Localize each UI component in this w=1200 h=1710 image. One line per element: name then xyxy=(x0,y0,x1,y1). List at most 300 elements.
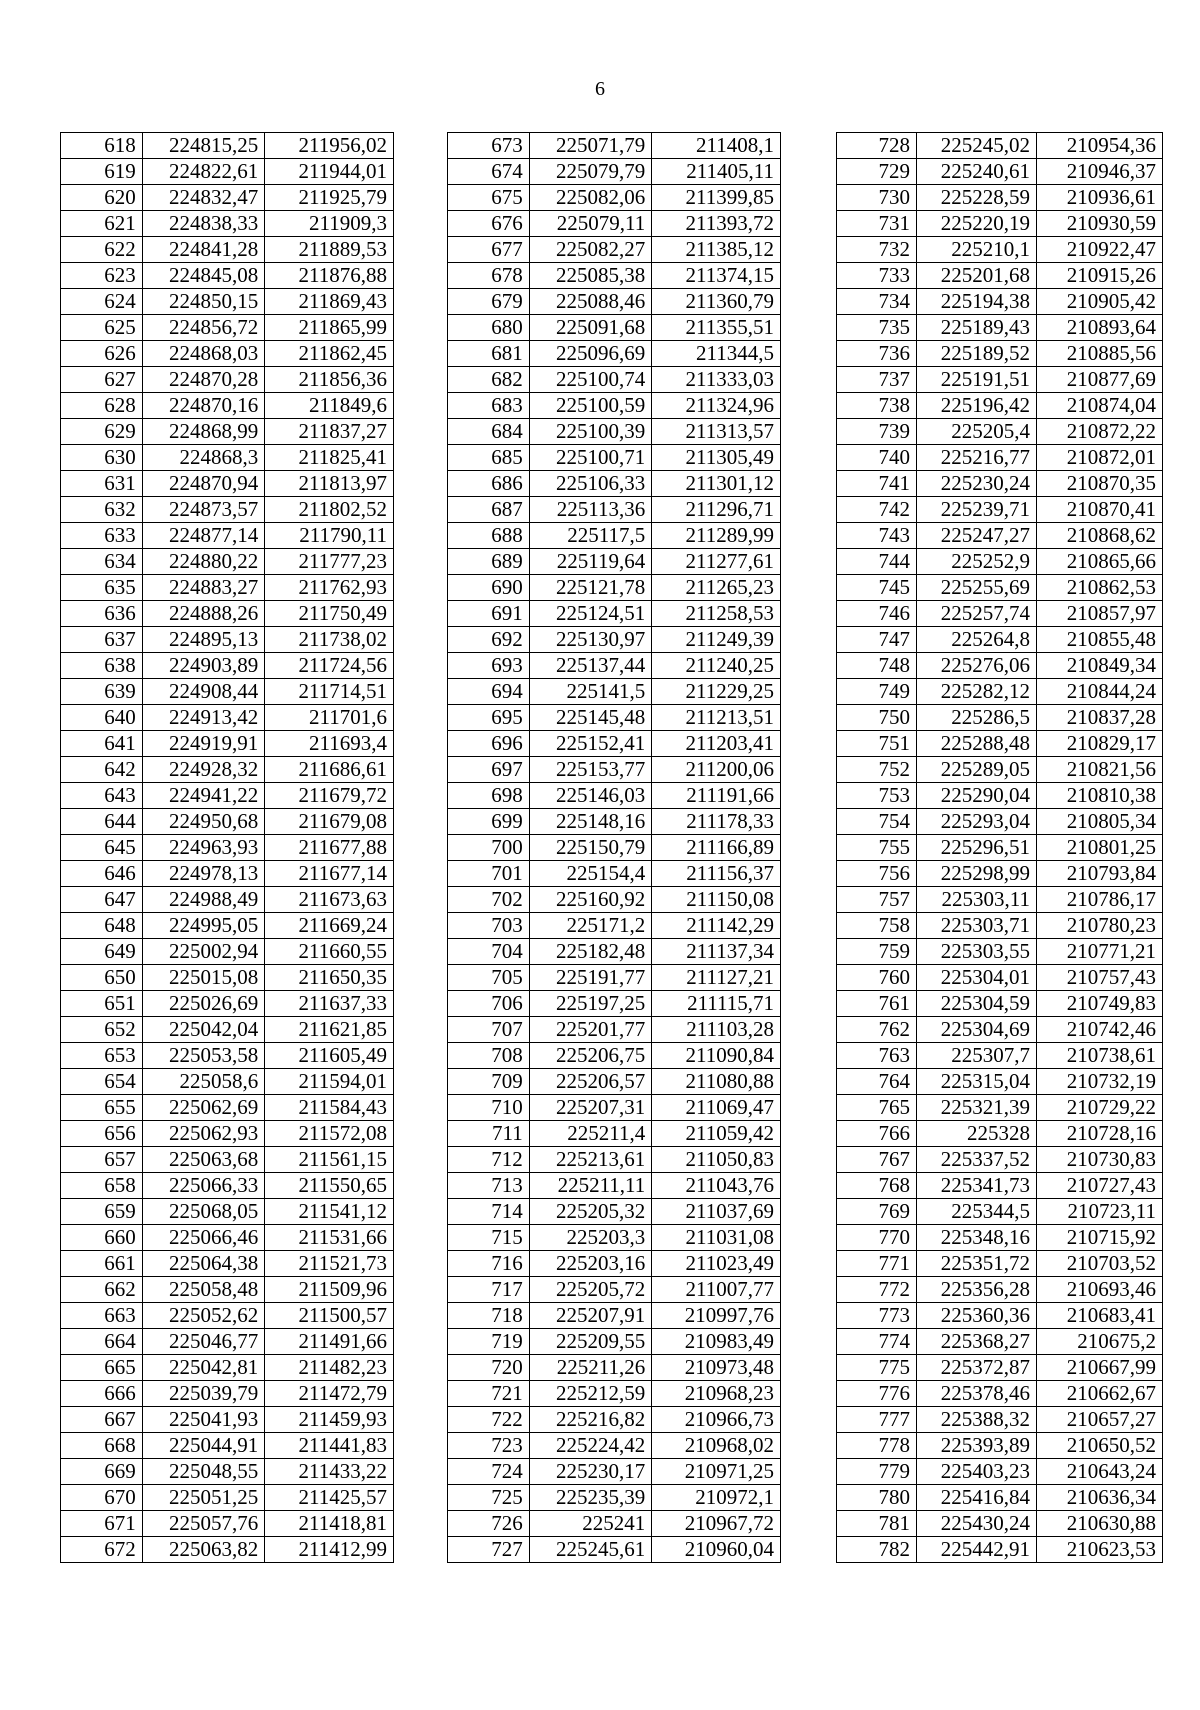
table-row xyxy=(61,1069,394,1095)
point-number-cell: 677 xyxy=(448,237,530,263)
y-coordinate-cell: 210874,04 xyxy=(1037,393,1163,419)
point-number-cell: 692 xyxy=(448,627,530,653)
table-row xyxy=(837,133,1163,159)
point-number-cell: 634 xyxy=(61,549,143,575)
x-coordinate-cell: 225224,42 xyxy=(529,1433,652,1459)
x-coordinate-cell: 225207,31 xyxy=(529,1095,652,1121)
x-coordinate-cell: 225117,5 xyxy=(529,523,652,549)
y-coordinate-cell: 211296,71 xyxy=(652,497,781,523)
y-coordinate-cell: 211561,15 xyxy=(265,1147,394,1173)
x-coordinate-cell: 225239,71 xyxy=(917,497,1037,523)
x-coordinate-cell: 224832,47 xyxy=(142,185,265,211)
point-number-cell: 666 xyxy=(61,1381,143,1407)
point-number-cell: 764 xyxy=(837,1069,917,1095)
x-coordinate-cell: 225150,79 xyxy=(529,835,652,861)
x-coordinate-cell: 224880,22 xyxy=(142,549,265,575)
y-coordinate-cell: 210805,34 xyxy=(1037,809,1163,835)
table-row xyxy=(61,731,394,757)
y-coordinate-cell: 210657,27 xyxy=(1037,1407,1163,1433)
table-row xyxy=(837,679,1163,705)
point-number-cell: 658 xyxy=(61,1173,143,1199)
point-number-cell: 661 xyxy=(61,1251,143,1277)
table-row xyxy=(61,1277,394,1303)
table-row xyxy=(837,1537,1163,1563)
y-coordinate-cell: 211660,55 xyxy=(265,939,394,965)
y-coordinate-cell: 211572,08 xyxy=(265,1121,394,1147)
y-coordinate-cell: 211869,43 xyxy=(265,289,394,315)
point-number-cell: 673 xyxy=(448,133,530,159)
table-row xyxy=(837,1173,1163,1199)
y-coordinate-cell: 211037,69 xyxy=(652,1199,781,1225)
table-row xyxy=(448,445,781,471)
table-row xyxy=(448,679,781,705)
y-coordinate-cell: 211944,01 xyxy=(265,159,394,185)
table-row xyxy=(837,393,1163,419)
point-number-cell: 703 xyxy=(448,913,530,939)
table-row xyxy=(448,237,781,263)
y-coordinate-cell: 211178,33 xyxy=(652,809,781,835)
y-coordinate-cell: 210821,56 xyxy=(1037,757,1163,783)
table-row xyxy=(448,497,781,523)
x-coordinate-cell: 225051,25 xyxy=(142,1485,265,1511)
table-row xyxy=(837,1251,1163,1277)
point-number-cell: 708 xyxy=(448,1043,530,1069)
point-number-cell: 660 xyxy=(61,1225,143,1251)
point-number-cell: 639 xyxy=(61,679,143,705)
point-number-cell: 737 xyxy=(837,367,917,393)
y-coordinate-cell: 211813,97 xyxy=(265,471,394,497)
y-coordinate-cell: 210793,84 xyxy=(1037,861,1163,887)
point-number-cell: 691 xyxy=(448,601,530,627)
point-number-cell: 667 xyxy=(61,1407,143,1433)
table-row xyxy=(61,601,394,627)
x-coordinate-cell: 225197,25 xyxy=(529,991,652,1017)
y-coordinate-cell: 211031,08 xyxy=(652,1225,781,1251)
table-row xyxy=(837,419,1163,445)
table-row xyxy=(837,471,1163,497)
x-coordinate-cell: 225124,51 xyxy=(529,601,652,627)
point-number-cell: 688 xyxy=(448,523,530,549)
table-row xyxy=(61,939,394,965)
x-coordinate-cell: 225171,2 xyxy=(529,913,652,939)
y-coordinate-cell: 210837,28 xyxy=(1037,705,1163,731)
x-coordinate-cell: 225209,55 xyxy=(529,1329,652,1355)
y-coordinate-cell: 211441,83 xyxy=(265,1433,394,1459)
y-coordinate-cell: 211258,53 xyxy=(652,601,781,627)
x-coordinate-cell: 225315,04 xyxy=(917,1069,1037,1095)
y-coordinate-cell: 211724,56 xyxy=(265,653,394,679)
table-row xyxy=(61,237,394,263)
table-row xyxy=(61,1121,394,1147)
x-coordinate-cell: 225344,5 xyxy=(917,1199,1037,1225)
point-number-cell: 771 xyxy=(837,1251,917,1277)
table-row xyxy=(837,627,1163,653)
y-coordinate-cell: 210715,92 xyxy=(1037,1225,1163,1251)
point-number-cell: 725 xyxy=(448,1485,530,1511)
point-number-cell: 768 xyxy=(837,1173,917,1199)
point-number-cell: 642 xyxy=(61,757,143,783)
y-coordinate-cell: 211405,11 xyxy=(652,159,781,185)
point-number-cell: 738 xyxy=(837,393,917,419)
point-number-cell: 762 xyxy=(837,1017,917,1043)
x-coordinate-cell: 225062,69 xyxy=(142,1095,265,1121)
point-number-cell: 700 xyxy=(448,835,530,861)
point-number-cell: 630 xyxy=(61,445,143,471)
table-row xyxy=(448,289,781,315)
x-coordinate-cell: 225063,82 xyxy=(142,1537,265,1563)
y-coordinate-cell: 210946,37 xyxy=(1037,159,1163,185)
point-number-cell: 728 xyxy=(837,133,917,159)
table-row xyxy=(61,1433,394,1459)
x-coordinate-cell: 225304,59 xyxy=(917,991,1037,1017)
table-row xyxy=(837,939,1163,965)
x-coordinate-cell: 225230,17 xyxy=(529,1459,652,1485)
x-coordinate-cell: 225137,44 xyxy=(529,653,652,679)
table-row xyxy=(837,705,1163,731)
table-row xyxy=(61,445,394,471)
y-coordinate-cell: 211374,15 xyxy=(652,263,781,289)
point-number-cell: 621 xyxy=(61,211,143,237)
table-row xyxy=(837,1277,1163,1303)
table-row xyxy=(61,159,394,185)
y-coordinate-cell: 210810,38 xyxy=(1037,783,1163,809)
point-number-cell: 648 xyxy=(61,913,143,939)
x-coordinate-cell: 224868,99 xyxy=(142,419,265,445)
y-coordinate-cell: 210749,83 xyxy=(1037,991,1163,1017)
table-row xyxy=(837,523,1163,549)
x-coordinate-cell: 225290,04 xyxy=(917,783,1037,809)
table-row xyxy=(837,263,1163,289)
point-number-cell: 628 xyxy=(61,393,143,419)
y-coordinate-cell: 210829,17 xyxy=(1037,731,1163,757)
x-coordinate-cell: 225042,81 xyxy=(142,1355,265,1381)
table-row xyxy=(448,211,781,237)
y-coordinate-cell: 210857,97 xyxy=(1037,601,1163,627)
point-number-cell: 695 xyxy=(448,705,530,731)
y-coordinate-cell: 210683,41 xyxy=(1037,1303,1163,1329)
point-number-cell: 761 xyxy=(837,991,917,1017)
table-row xyxy=(448,965,781,991)
table-row xyxy=(837,887,1163,913)
point-number-cell: 684 xyxy=(448,419,530,445)
table-row xyxy=(837,965,1163,991)
y-coordinate-cell: 210865,66 xyxy=(1037,549,1163,575)
x-coordinate-cell: 224815,25 xyxy=(142,133,265,159)
y-coordinate-cell: 210922,47 xyxy=(1037,237,1163,263)
y-coordinate-cell: 211584,43 xyxy=(265,1095,394,1121)
y-coordinate-cell: 210870,35 xyxy=(1037,471,1163,497)
x-coordinate-cell: 225240,61 xyxy=(917,159,1037,185)
x-coordinate-cell: 225207,91 xyxy=(529,1303,652,1329)
y-coordinate-cell: 210960,04 xyxy=(652,1537,781,1563)
point-number-cell: 699 xyxy=(448,809,530,835)
y-coordinate-cell: 211837,27 xyxy=(265,419,394,445)
table-row xyxy=(448,835,781,861)
x-coordinate-cell: 225182,48 xyxy=(529,939,652,965)
x-coordinate-cell: 225257,74 xyxy=(917,601,1037,627)
y-coordinate-cell: 210703,52 xyxy=(1037,1251,1163,1277)
x-coordinate-cell: 225241 xyxy=(529,1511,652,1537)
x-coordinate-cell: 225053,58 xyxy=(142,1043,265,1069)
table-row xyxy=(448,991,781,1017)
table-row xyxy=(837,1433,1163,1459)
y-coordinate-cell: 211594,01 xyxy=(265,1069,394,1095)
table-row xyxy=(837,809,1163,835)
y-coordinate-cell: 210729,22 xyxy=(1037,1095,1163,1121)
x-coordinate-cell: 225079,79 xyxy=(529,159,652,185)
x-coordinate-cell: 225211,26 xyxy=(529,1355,652,1381)
point-number-cell: 632 xyxy=(61,497,143,523)
x-coordinate-cell: 224978,13 xyxy=(142,861,265,887)
table-row xyxy=(837,367,1163,393)
point-number-cell: 701 xyxy=(448,861,530,887)
point-number-cell: 687 xyxy=(448,497,530,523)
x-coordinate-cell: 225416,84 xyxy=(917,1485,1037,1511)
table-row xyxy=(61,211,394,237)
x-coordinate-cell: 225085,38 xyxy=(529,263,652,289)
x-coordinate-cell: 225113,36 xyxy=(529,497,652,523)
table-row xyxy=(448,627,781,653)
table-row xyxy=(448,757,781,783)
point-number-cell: 721 xyxy=(448,1381,530,1407)
table-row xyxy=(448,1147,781,1173)
point-number-cell: 637 xyxy=(61,627,143,653)
table-row xyxy=(837,991,1163,1017)
y-coordinate-cell: 210968,23 xyxy=(652,1381,781,1407)
point-number-cell: 649 xyxy=(61,939,143,965)
point-number-cell: 709 xyxy=(448,1069,530,1095)
point-number-cell: 686 xyxy=(448,471,530,497)
y-coordinate-cell: 211324,96 xyxy=(652,393,781,419)
x-coordinate-cell: 225296,51 xyxy=(917,835,1037,861)
y-coordinate-cell: 211333,03 xyxy=(652,367,781,393)
point-number-cell: 757 xyxy=(837,887,917,913)
table-row xyxy=(448,1069,781,1095)
x-coordinate-cell: 224913,42 xyxy=(142,705,265,731)
x-coordinate-cell: 225066,46 xyxy=(142,1225,265,1251)
point-number-cell: 722 xyxy=(448,1407,530,1433)
x-coordinate-cell: 224928,32 xyxy=(142,757,265,783)
y-coordinate-cell: 210757,43 xyxy=(1037,965,1163,991)
y-coordinate-cell: 211393,72 xyxy=(652,211,781,237)
table-row xyxy=(837,445,1163,471)
point-number-cell: 679 xyxy=(448,289,530,315)
y-coordinate-cell: 211229,25 xyxy=(652,679,781,705)
table-row xyxy=(61,1043,394,1069)
x-coordinate-cell: 225057,76 xyxy=(142,1511,265,1537)
y-coordinate-cell: 211956,02 xyxy=(265,133,394,159)
x-coordinate-cell: 225321,39 xyxy=(917,1095,1037,1121)
y-coordinate-cell: 211166,89 xyxy=(652,835,781,861)
y-coordinate-cell: 211289,99 xyxy=(652,523,781,549)
y-coordinate-cell: 211790,11 xyxy=(265,523,394,549)
point-number-cell: 736 xyxy=(837,341,917,367)
table-row xyxy=(448,1043,781,1069)
x-coordinate-cell: 225052,62 xyxy=(142,1303,265,1329)
point-number-cell: 746 xyxy=(837,601,917,627)
x-coordinate-cell: 225252,9 xyxy=(917,549,1037,575)
x-coordinate-cell: 224873,57 xyxy=(142,497,265,523)
table-row xyxy=(448,653,781,679)
x-coordinate-cell: 225189,43 xyxy=(917,315,1037,341)
point-number-cell: 698 xyxy=(448,783,530,809)
table-row xyxy=(837,549,1163,575)
x-coordinate-cell: 225153,77 xyxy=(529,757,652,783)
table-row xyxy=(448,783,781,809)
table-row xyxy=(61,1251,394,1277)
x-coordinate-cell: 224822,61 xyxy=(142,159,265,185)
y-coordinate-cell: 210780,23 xyxy=(1037,913,1163,939)
table-row xyxy=(61,1225,394,1251)
x-coordinate-cell: 225337,52 xyxy=(917,1147,1037,1173)
y-coordinate-cell: 210862,53 xyxy=(1037,575,1163,601)
table-row xyxy=(448,575,781,601)
point-number-cell: 682 xyxy=(448,367,530,393)
table-row xyxy=(61,887,394,913)
point-number-cell: 635 xyxy=(61,575,143,601)
y-coordinate-cell: 211856,36 xyxy=(265,367,394,393)
x-coordinate-cell: 225303,11 xyxy=(917,887,1037,913)
x-coordinate-cell: 225220,19 xyxy=(917,211,1037,237)
y-coordinate-cell: 210662,67 xyxy=(1037,1381,1163,1407)
y-coordinate-cell: 210872,22 xyxy=(1037,419,1163,445)
x-coordinate-cell: 225388,32 xyxy=(917,1407,1037,1433)
table-row xyxy=(61,1173,394,1199)
x-coordinate-cell: 225146,03 xyxy=(529,783,652,809)
point-number-cell: 713 xyxy=(448,1173,530,1199)
x-coordinate-cell: 224850,15 xyxy=(142,289,265,315)
table-row xyxy=(837,757,1163,783)
point-number-cell: 760 xyxy=(837,965,917,991)
y-coordinate-cell: 211069,47 xyxy=(652,1095,781,1121)
table-row xyxy=(448,263,781,289)
y-coordinate-cell: 211360,79 xyxy=(652,289,781,315)
table-row xyxy=(837,497,1163,523)
point-number-cell: 693 xyxy=(448,653,530,679)
x-coordinate-cell: 224919,91 xyxy=(142,731,265,757)
x-coordinate-cell: 225293,04 xyxy=(917,809,1037,835)
point-number-cell: 730 xyxy=(837,185,917,211)
x-coordinate-cell: 224988,49 xyxy=(142,887,265,913)
y-coordinate-cell: 210623,53 xyxy=(1037,1537,1163,1563)
x-coordinate-cell: 225205,32 xyxy=(529,1199,652,1225)
y-coordinate-cell: 210966,73 xyxy=(652,1407,781,1433)
table-row xyxy=(448,549,781,575)
point-number-cell: 705 xyxy=(448,965,530,991)
x-coordinate-cell: 225154,4 xyxy=(529,861,652,887)
table-row xyxy=(837,289,1163,315)
point-number-cell: 690 xyxy=(448,575,530,601)
point-number-cell: 626 xyxy=(61,341,143,367)
y-coordinate-cell: 211059,42 xyxy=(652,1121,781,1147)
x-coordinate-cell: 225121,78 xyxy=(529,575,652,601)
y-coordinate-cell: 210667,99 xyxy=(1037,1355,1163,1381)
y-coordinate-cell: 211240,25 xyxy=(652,653,781,679)
x-coordinate-cell: 225145,48 xyxy=(529,705,652,731)
table-row xyxy=(448,1017,781,1043)
y-coordinate-cell: 211043,76 xyxy=(652,1173,781,1199)
y-coordinate-cell: 211650,35 xyxy=(265,965,394,991)
y-coordinate-cell: 211637,33 xyxy=(265,991,394,1017)
x-coordinate-cell: 225378,46 xyxy=(917,1381,1037,1407)
x-coordinate-cell: 225106,33 xyxy=(529,471,652,497)
y-coordinate-cell: 211103,28 xyxy=(652,1017,781,1043)
point-number-cell: 678 xyxy=(448,263,530,289)
table-row xyxy=(61,1303,394,1329)
x-coordinate-cell: 225082,27 xyxy=(529,237,652,263)
point-number-cell: 643 xyxy=(61,783,143,809)
table-row xyxy=(61,1147,394,1173)
x-coordinate-cell: 225212,59 xyxy=(529,1381,652,1407)
y-coordinate-cell: 211472,79 xyxy=(265,1381,394,1407)
x-coordinate-cell: 225068,05 xyxy=(142,1199,265,1225)
point-number-cell: 665 xyxy=(61,1355,143,1381)
y-coordinate-cell: 210643,24 xyxy=(1037,1459,1163,1485)
y-coordinate-cell: 211127,21 xyxy=(652,965,781,991)
point-number-cell: 745 xyxy=(837,575,917,601)
x-coordinate-cell: 225203,3 xyxy=(529,1225,652,1251)
y-coordinate-cell: 211677,88 xyxy=(265,835,394,861)
x-coordinate-cell: 225063,68 xyxy=(142,1147,265,1173)
table-row xyxy=(448,705,781,731)
table-row xyxy=(448,159,781,185)
table-row xyxy=(448,1355,781,1381)
table-row xyxy=(61,1407,394,1433)
x-coordinate-cell: 225189,52 xyxy=(917,341,1037,367)
y-coordinate-cell: 210973,48 xyxy=(652,1355,781,1381)
y-coordinate-cell: 211191,66 xyxy=(652,783,781,809)
y-coordinate-cell: 210727,43 xyxy=(1037,1173,1163,1199)
y-coordinate-cell: 210630,88 xyxy=(1037,1511,1163,1537)
table-row xyxy=(61,1485,394,1511)
page-number: 6 xyxy=(595,78,605,100)
x-coordinate-cell: 225213,61 xyxy=(529,1147,652,1173)
point-number-cell: 689 xyxy=(448,549,530,575)
x-coordinate-cell: 225066,33 xyxy=(142,1173,265,1199)
x-coordinate-cell: 224870,28 xyxy=(142,367,265,393)
point-number-cell: 659 xyxy=(61,1199,143,1225)
point-number-cell: 629 xyxy=(61,419,143,445)
x-coordinate-cell: 225148,16 xyxy=(529,809,652,835)
table-row xyxy=(61,575,394,601)
y-coordinate-cell: 211876,88 xyxy=(265,263,394,289)
point-number-cell: 646 xyxy=(61,861,143,887)
y-coordinate-cell: 211385,12 xyxy=(652,237,781,263)
point-number-cell: 625 xyxy=(61,315,143,341)
x-coordinate-cell: 225119,64 xyxy=(529,549,652,575)
table-row xyxy=(837,1095,1163,1121)
y-coordinate-cell: 211265,23 xyxy=(652,575,781,601)
x-coordinate-cell: 225216,82 xyxy=(529,1407,652,1433)
x-coordinate-cell: 225255,69 xyxy=(917,575,1037,601)
x-coordinate-cell: 225235,39 xyxy=(529,1485,652,1511)
table-row xyxy=(448,887,781,913)
table-row xyxy=(837,1355,1163,1381)
x-coordinate-cell: 225289,05 xyxy=(917,757,1037,783)
table-row xyxy=(448,1095,781,1121)
point-number-cell: 672 xyxy=(61,1537,143,1563)
y-coordinate-cell: 211200,06 xyxy=(652,757,781,783)
point-number-cell: 780 xyxy=(837,1485,917,1511)
point-number-cell: 710 xyxy=(448,1095,530,1121)
x-coordinate-cell: 225079,11 xyxy=(529,211,652,237)
point-number-cell: 704 xyxy=(448,939,530,965)
table-row xyxy=(837,1121,1163,1147)
x-coordinate-cell: 225216,77 xyxy=(917,445,1037,471)
point-number-cell: 773 xyxy=(837,1303,917,1329)
x-coordinate-cell: 225341,73 xyxy=(917,1173,1037,1199)
point-number-cell: 723 xyxy=(448,1433,530,1459)
